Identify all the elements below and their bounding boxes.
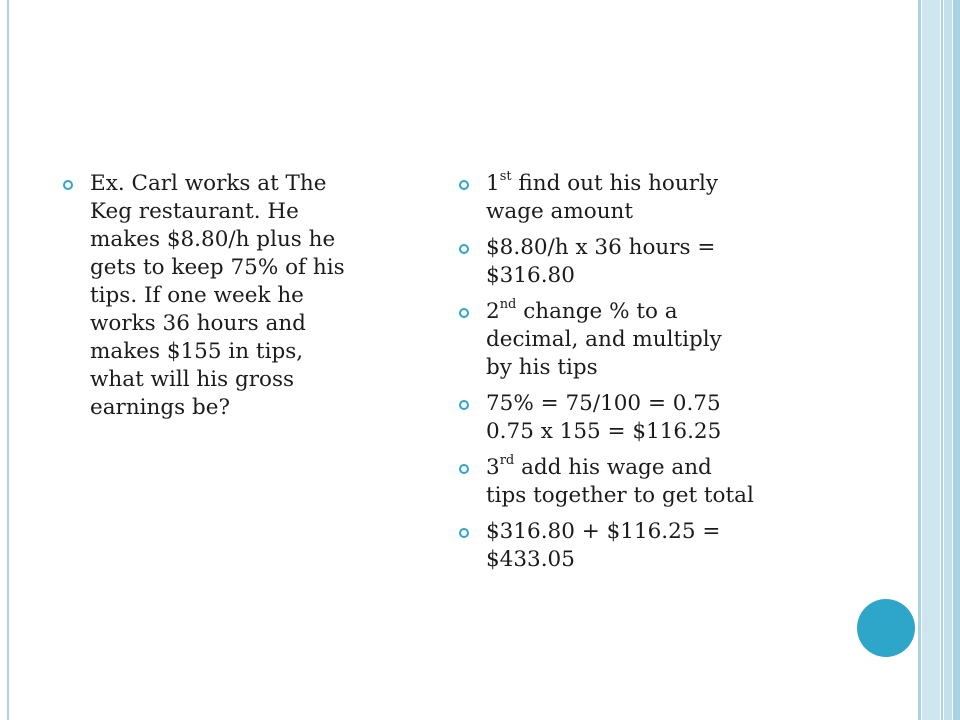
right-column — [458, 170, 838, 582]
text-line — [486, 454, 838, 482]
calculation-1-text — [486, 234, 838, 290]
text-line: 75% = 75/100 = 0.75 — [486, 391, 721, 416]
text-line: what will his gross — [90, 367, 295, 392]
ordinal-number: 1 — [486, 171, 500, 196]
frame-stripe — [944, 0, 952, 720]
example-problem — [62, 170, 402, 422]
text-line: $433.05 — [486, 547, 575, 572]
text-line: gets to keep 75% of his — [90, 255, 345, 280]
text-line: 0.75 x 155 = $116.25 — [486, 419, 722, 444]
step-1-text — [486, 170, 838, 226]
ring-bullet-icon — [458, 527, 470, 539]
ordinal-suffix: nd — [499, 296, 517, 312]
step-3-text — [486, 454, 838, 510]
text-line: tips together to get total — [486, 483, 754, 508]
text-fragment: add his wage and — [514, 455, 712, 480]
calculation-1 — [458, 234, 838, 290]
calculation-3 — [458, 518, 838, 574]
right-frame-stripes — [918, 0, 960, 720]
text-line: decimal, and multiply — [486, 327, 722, 352]
ring-bullet-icon — [458, 399, 470, 411]
text-line — [486, 298, 838, 326]
ring-bullet-icon — [458, 307, 470, 319]
text-line: makes $8.80/h plus he — [90, 227, 336, 252]
text-line: Ex. Carl works at The — [90, 171, 327, 196]
step-3 — [458, 454, 838, 510]
calculation-2 — [458, 390, 838, 446]
text-line: $316.80 + $116.25 = — [486, 519, 721, 544]
text-line: tips. If one week he — [90, 283, 304, 308]
ordinal-suffix: rd — [499, 452, 515, 468]
text-line: Keg restaurant. He — [90, 199, 299, 224]
ordinal-suffix: st — [499, 168, 512, 184]
ring-bullet-icon — [458, 179, 470, 191]
calculation-3-text — [486, 518, 838, 574]
example-problem-text — [90, 170, 402, 422]
ring-bullet-icon — [458, 463, 470, 475]
left-column — [62, 170, 402, 430]
frame-stripe — [922, 0, 940, 720]
ordinal-number: 2 — [486, 299, 500, 324]
ring-bullet-icon — [458, 243, 470, 255]
calculation-2-text — [486, 390, 838, 446]
step-2-text — [486, 298, 838, 382]
text-line: earnings be? — [90, 395, 231, 420]
text-line: $316.80 — [486, 263, 575, 288]
text-line — [486, 170, 838, 198]
frame-stripe — [918, 0, 921, 720]
frame-stripe — [953, 0, 960, 720]
text-line: wage amount — [486, 199, 634, 224]
left-frame-line — [7, 0, 9, 720]
text-fragment: find out his hourly — [511, 171, 719, 196]
frame-stripe — [941, 0, 943, 720]
text-line: $8.80/h x 36 hours = — [486, 235, 716, 260]
decorative-circle — [857, 599, 915, 657]
ring-bullet-icon — [62, 179, 74, 191]
step-1 — [458, 170, 838, 226]
step-2 — [458, 298, 838, 382]
text-fragment: change % to a — [516, 299, 678, 324]
text-line: makes $155 in tips, — [90, 339, 304, 364]
text-line: works 36 hours and — [90, 311, 306, 336]
text-line: by his tips — [486, 355, 598, 380]
ordinal-number: 3 — [486, 455, 500, 480]
